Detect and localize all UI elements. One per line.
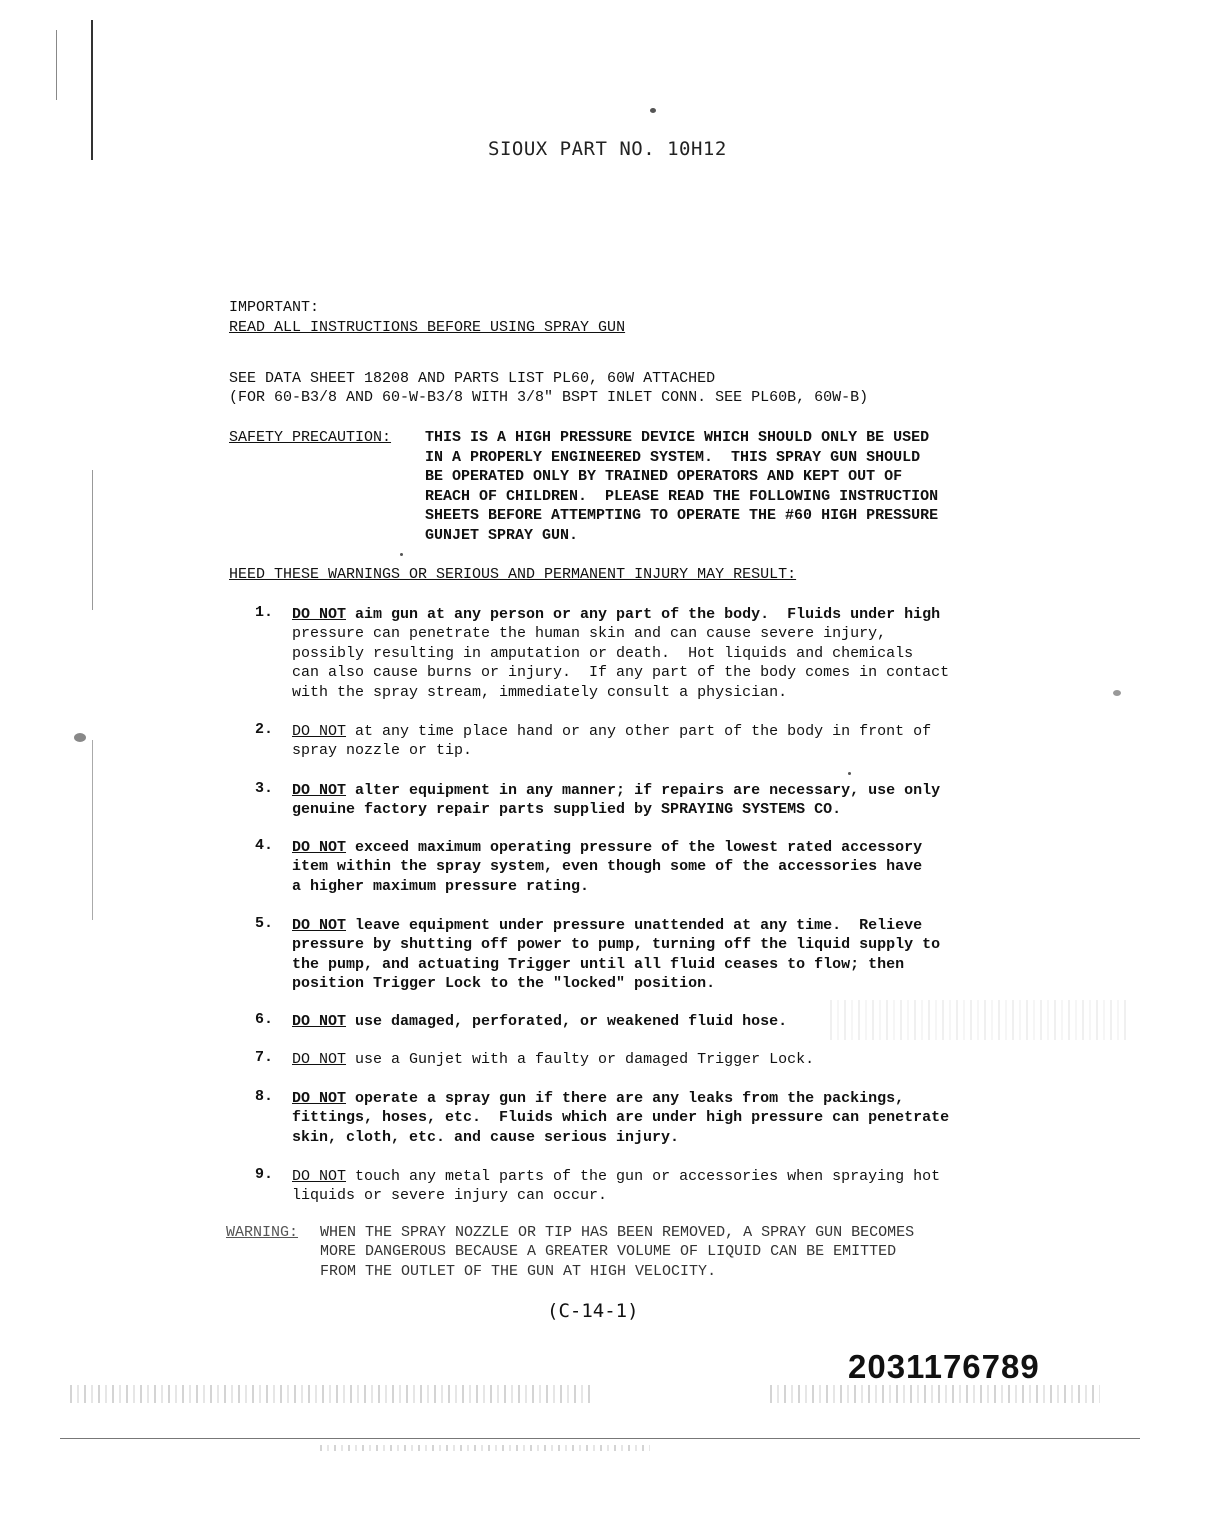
item-first-line: DO NOT exceed maximum operating pressure of the lowest rated accessory: [292, 839, 923, 856]
item-line: possibly resulting in amputation or death. Hot liquids and chemicals: [292, 645, 914, 662]
scan-noise: [770, 1385, 1100, 1403]
item-first-line: DO NOT aim gun at any person or any part of the body. Fluids under high: [292, 606, 941, 623]
scan-margin-line: [56, 30, 57, 100]
do-not-label: DO NOT: [292, 723, 347, 740]
item-first-line: DO NOT leave equipment under pressure unattended at any time. Relieve: [292, 917, 923, 934]
do-not-label: DO NOT: [292, 1168, 347, 1185]
important-label: IMPORTANT:: [229, 299, 320, 316]
safety-line: BE OPERATED ONLY BY TRAINED OPERATORS AND KEPT OUT OF: [425, 468, 903, 485]
item-line: liquids or severe injury can occur.: [292, 1187, 608, 1204]
scan-speck: [650, 108, 656, 113]
document-id-stamp: 2031176789: [848, 1348, 1040, 1385]
do-not-label: DO NOT: [292, 1051, 347, 1068]
footer-page-code: (C-14-1): [547, 1300, 639, 1322]
final-warning-line: MORE DANGEROUS BECAUSE A GREATER VOLUME OF LIQUID CAN BE EMITTED: [320, 1243, 897, 1260]
safety-line: SHEETS BEFORE ATTEMPTING TO OPERATE THE #60 HIGH PRESSURE: [425, 507, 939, 524]
data-sheet-line-2: (FOR 60-B3/8 AND 60-W-B3/8 WITH 3/8" BSPT INLET CONN. SEE PL60B, 60W-B): [229, 389, 869, 406]
page-header-part-number: SIOUX PART NO. 10H12: [488, 138, 727, 160]
item-line: fittings, hoses, etc. Fluids which are under high pressure can penetrate: [292, 1109, 950, 1126]
item-line: position Trigger Lock to the "locked" position.: [292, 975, 716, 992]
scan-speck: [848, 772, 851, 775]
item-line: pressure can penetrate the human skin and can cause severe injury,: [292, 625, 887, 642]
scan-noise: [70, 1385, 590, 1403]
item-number: 8.: [255, 1088, 274, 1105]
do-not-label: DO NOT: [292, 606, 347, 623]
do-not-label: DO NOT: [292, 1013, 347, 1030]
item-first-line: DO NOT at any time place hand or any other part of the body in front of: [292, 723, 932, 740]
safety-line: REACH OF CHILDREN. PLEASE READ THE FOLLOWING INSTRUCTION: [425, 488, 939, 505]
scan-speck: [1113, 690, 1121, 696]
do-not-label: DO NOT: [292, 1090, 347, 1107]
scan-bottom-line: [60, 1438, 1140, 1439]
final-warning-line: FROM THE OUTLET OF THE GUN AT HIGH VELOCITY.: [320, 1263, 717, 1280]
final-warning-label: WARNING:: [226, 1224, 299, 1241]
item-first-line: DO NOT operate a spray gun if there are any leaks from the packings,: [292, 1090, 905, 1107]
warnings-heading: HEED THESE WARNINGS OR SERIOUS AND PERMANENT INJURY MAY RESULT:: [229, 566, 797, 583]
scan-speck: [400, 553, 403, 556]
do-not-label: DO NOT: [292, 917, 347, 934]
item-number: 9.: [255, 1166, 274, 1183]
scan-noise: [830, 1000, 1130, 1040]
scan-noise: [320, 1445, 650, 1451]
final-warning-line: WHEN THE SPRAY NOZZLE OR TIP HAS BEEN REMOVED, A SPRAY GUN BECOMES: [320, 1224, 915, 1241]
item-first-line: DO NOT use damaged, perforated, or weakened fluid hose.: [292, 1013, 788, 1030]
item-line: can also cause burns or injury. If any part of the body comes in contact: [292, 664, 950, 681]
item-line: a higher maximum pressure rating.: [292, 878, 590, 895]
item-number: 1.: [255, 604, 274, 621]
data-sheet-line-1: SEE DATA SHEET 18208 AND PARTS LIST PL60, 60W ATTACHED: [229, 370, 716, 387]
item-line: spray nozzle or tip.: [292, 742, 473, 759]
important-instruction: READ ALL INSTRUCTIONS BEFORE USING SPRAY GUN: [229, 319, 626, 336]
safety-line: GUNJET SPRAY GUN.: [425, 527, 579, 544]
item-number: 2.: [255, 721, 274, 738]
item-first-line: DO NOT touch any metal parts of the gun or accessories when spraying hot: [292, 1168, 941, 1185]
item-number: 3.: [255, 780, 274, 797]
scan-margin-line: [92, 470, 93, 610]
item-line: with the spray stream, immediately consult a physician.: [292, 684, 788, 701]
item-line: item within the spray system, even though some of the accessories have: [292, 858, 923, 875]
scan-margin-line: [91, 20, 93, 160]
item-line: pressure by shutting off power to pump, turning off the liquid supply to: [292, 936, 941, 953]
item-line: the pump, and actuating Trigger until all fluid ceases to flow; then: [292, 956, 905, 973]
do-not-label: DO NOT: [292, 782, 347, 799]
safety-precaution-label: SAFETY PRECAUTION:: [229, 429, 392, 446]
safety-line: THIS IS A HIGH PRESSURE DEVICE WHICH SHOULD ONLY BE USED: [425, 429, 930, 446]
item-first-line: DO NOT alter equipment in any manner; if repairs are necessary, use only: [292, 782, 941, 799]
scan-speck: [74, 733, 86, 742]
item-first-line: DO NOT use a Gunjet with a faulty or damaged Trigger Lock.: [292, 1051, 815, 1068]
safety-line: IN A PROPERLY ENGINEERED SYSTEM. THIS SPRAY GUN SHOULD: [425, 449, 921, 466]
item-line: genuine factory repair parts supplied by SPRAYING SYSTEMS CO.: [292, 801, 842, 818]
item-number: 6.: [255, 1011, 274, 1028]
item-number: 4.: [255, 837, 274, 854]
scan-margin-line: [92, 740, 93, 920]
item-line: skin, cloth, etc. and cause serious injury.: [292, 1129, 680, 1146]
do-not-label: DO NOT: [292, 839, 347, 856]
item-number: 5.: [255, 915, 274, 932]
item-number: 7.: [255, 1049, 274, 1066]
